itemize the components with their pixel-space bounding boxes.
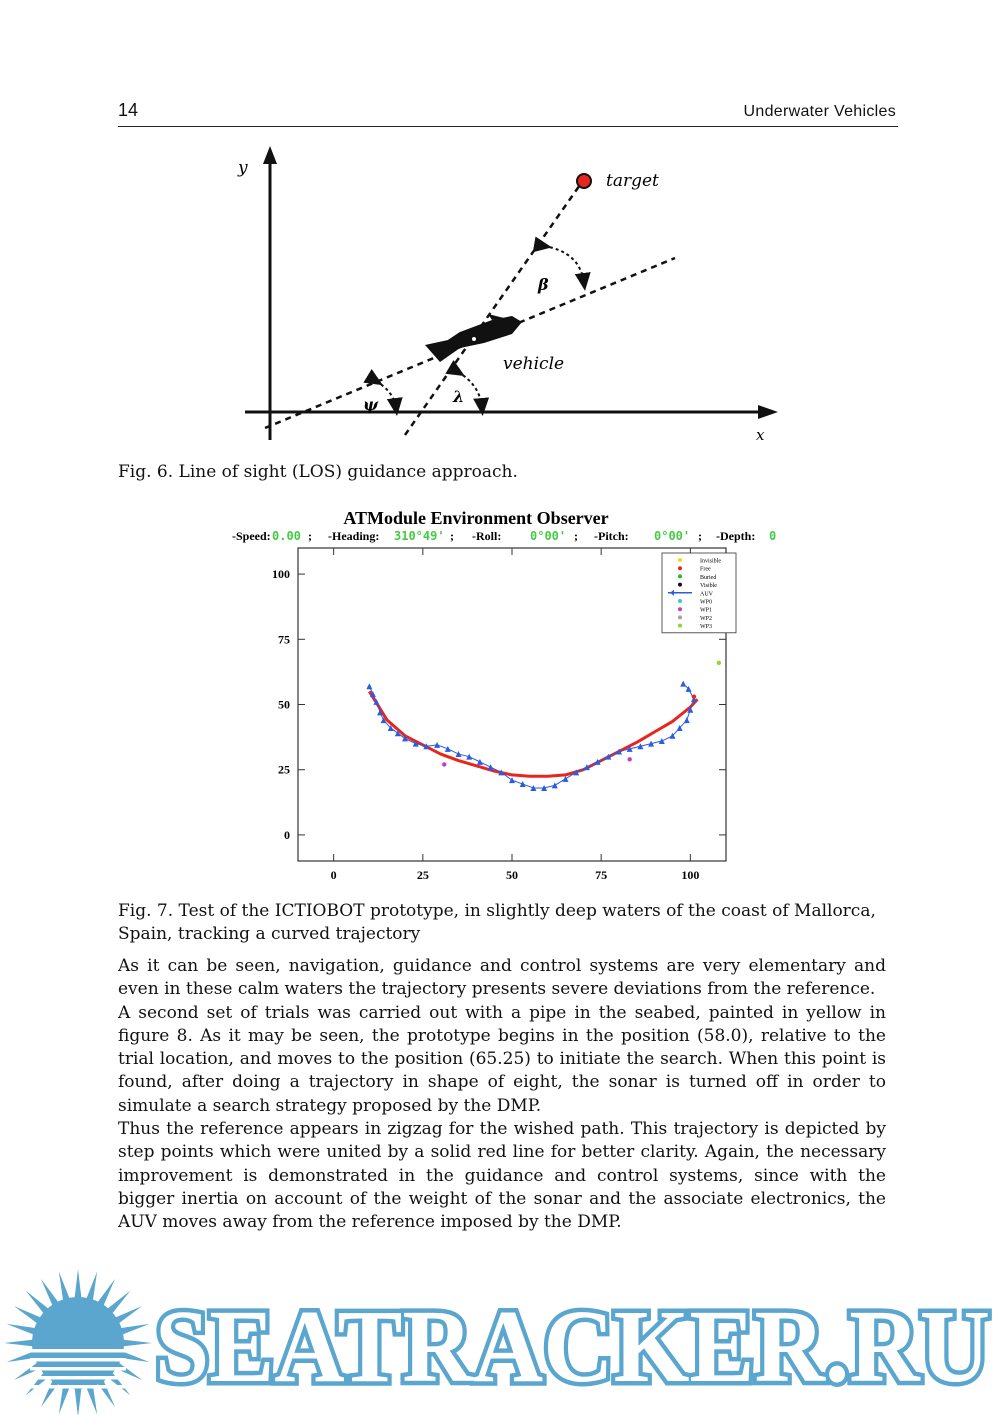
reference-line xyxy=(369,691,697,776)
x-axis-label: x xyxy=(756,426,765,444)
auv-point xyxy=(680,681,686,687)
waypoint-point xyxy=(717,661,721,665)
y-tick-label: 50 xyxy=(278,697,290,712)
heading-label: -Heading: xyxy=(328,529,380,543)
legend-swatch xyxy=(678,566,682,570)
legend-swatch xyxy=(678,558,682,562)
legend-label: WP0 xyxy=(700,599,712,606)
legend-swatch xyxy=(678,615,682,619)
sun-ray xyxy=(7,1324,37,1335)
pitch-value: 0°00' xyxy=(654,529,691,543)
heading-value: 310°49' xyxy=(394,529,445,543)
vehicle-label: vehicle xyxy=(503,354,565,374)
legend-swatch xyxy=(678,583,682,587)
sun-disc xyxy=(32,1297,124,1389)
target-point xyxy=(577,174,591,188)
speed-tail: ; xyxy=(308,529,312,543)
y-tick-label: 100 xyxy=(272,567,290,582)
target-label: target xyxy=(606,171,659,191)
sun-ray xyxy=(59,1272,70,1302)
figure-6-caption: Fig. 6. Line of sight (LOS) guidance approach. xyxy=(118,462,518,482)
sun-ray xyxy=(74,1269,81,1299)
legend-label: WP2 xyxy=(700,615,712,622)
x-tick-label: 100 xyxy=(681,868,700,882)
y-tick-label: 75 xyxy=(278,632,290,647)
watermark-text: SEATRACKER.RU xyxy=(155,1289,990,1404)
sun-stripe xyxy=(30,1385,126,1389)
waypoint-point xyxy=(628,757,632,761)
auv-point xyxy=(488,764,494,770)
axis-ticks xyxy=(272,548,726,882)
roll-value: 0°00' xyxy=(530,529,567,543)
pitch-label: -Pitch: xyxy=(594,529,629,543)
sun-ray xyxy=(86,1272,97,1302)
auv-point xyxy=(684,717,690,723)
figure-7-caption xyxy=(118,900,878,946)
legend-swatch xyxy=(678,574,682,578)
speed-label: -Speed: xyxy=(232,529,271,543)
pitch-tail: ; xyxy=(698,529,702,543)
watermark-logo xyxy=(0,1265,1005,1415)
beta-arc xyxy=(544,246,584,283)
legend-label: Visible xyxy=(700,583,717,590)
sun-ray xyxy=(86,1384,97,1414)
auv-point xyxy=(520,781,526,787)
los-line xyxy=(405,182,582,435)
legend-label: AUV xyxy=(700,591,713,598)
sun-stripe xyxy=(30,1349,126,1353)
lambda-label: λ xyxy=(453,387,465,406)
paragraph: A second set of trials was carried out with a pipe in the seabed, painted in yellow in figure 8. As it may be seen, the prototype begins in the position (58.0), relative to the trial location, and moves to the position (65.25) to initiate the search. When this point is found, after doing a trajectory in shape of eight, the sonar is turned off in order to simulate a search strategy proposed by the DMP. xyxy=(118,1002,886,1116)
sun-ray xyxy=(119,1324,149,1335)
paragraph: As it can be seen, navigation, guidance and control systems are very elementary and even in these calm waters the trajectory presents severe deviations from the reference. xyxy=(118,956,886,1000)
y-axis-label: y xyxy=(238,158,248,178)
body-text xyxy=(118,955,886,1235)
x-tick-label: 50 xyxy=(506,868,518,882)
auv-point xyxy=(445,746,451,752)
psi-arc xyxy=(376,381,396,408)
legend-label: Buried xyxy=(700,574,717,581)
sun-ray xyxy=(59,1384,70,1414)
speed-value: 0.00 xyxy=(272,529,301,543)
beta-label: β xyxy=(538,275,549,294)
waypoint-point xyxy=(442,762,446,766)
legend xyxy=(662,553,736,633)
sun-stripe xyxy=(30,1367,126,1371)
y-tick-label: 25 xyxy=(278,762,290,777)
x-axis-arrow-icon xyxy=(758,405,778,419)
sun-ray xyxy=(4,1339,34,1346)
roll-label: -Roll: xyxy=(472,529,502,543)
paragraph: Thus the reference appears in zigzag for the wished path. This trajectory is depicted by step points which were united by a solid red line for better clarity. Again, the necessary improvement is demonstrated in the guidance and control systems, since with the bigger inertia on account of the weight of the sonar and the associate electronics, the AUV moves away from the reference imposed by the DMP. xyxy=(118,1119,886,1233)
depth-value: 0 xyxy=(769,529,777,543)
environment-observer-chart xyxy=(228,505,788,885)
roll-tail: ; xyxy=(574,529,578,543)
x-tick-label: 0 xyxy=(330,868,337,882)
data-series xyxy=(366,661,721,791)
x-tick-label: 75 xyxy=(595,868,608,882)
status-bar xyxy=(232,529,776,543)
running-title: Underwater Vehicles xyxy=(743,103,896,120)
legend-label: WP3 xyxy=(700,624,712,631)
y-tick-label: 0 xyxy=(284,827,290,842)
page-number: 14 xyxy=(118,100,139,120)
legend-swatch xyxy=(678,599,682,603)
heading-tail: ; xyxy=(450,529,454,543)
legend-swatch xyxy=(678,607,682,611)
caption-line-1: Fig. 7. Test of the ICTIOBOT prototype, in slightly deep waters of the coast of Mallorca, xyxy=(118,901,876,921)
depth-label: -Depth: xyxy=(716,529,756,543)
chart-title: ATModule Environment Observer xyxy=(343,508,609,528)
y-axis-arrow-icon xyxy=(263,146,277,164)
auv-point xyxy=(366,683,372,689)
caption-line-2: Spain, tracking a curved trajectory xyxy=(118,924,421,944)
waypoint-point xyxy=(692,694,696,698)
sun-ray xyxy=(74,1387,81,1415)
x-tick-label: 25 xyxy=(416,868,429,882)
legend-label: Free xyxy=(700,566,711,573)
auv-point xyxy=(563,776,569,782)
psi-label: ψ xyxy=(363,395,379,414)
sun-icon xyxy=(4,1269,152,1415)
legend-label: Invisible xyxy=(700,558,721,565)
sun-stripe xyxy=(30,1358,126,1362)
legend-label: WP1 xyxy=(700,607,712,614)
legend-swatch xyxy=(678,624,682,628)
sun-ray xyxy=(122,1339,152,1346)
sun-stripe xyxy=(30,1376,126,1380)
page-header xyxy=(118,100,898,127)
los-guidance-diagram xyxy=(230,140,790,450)
auv-point xyxy=(477,759,483,765)
